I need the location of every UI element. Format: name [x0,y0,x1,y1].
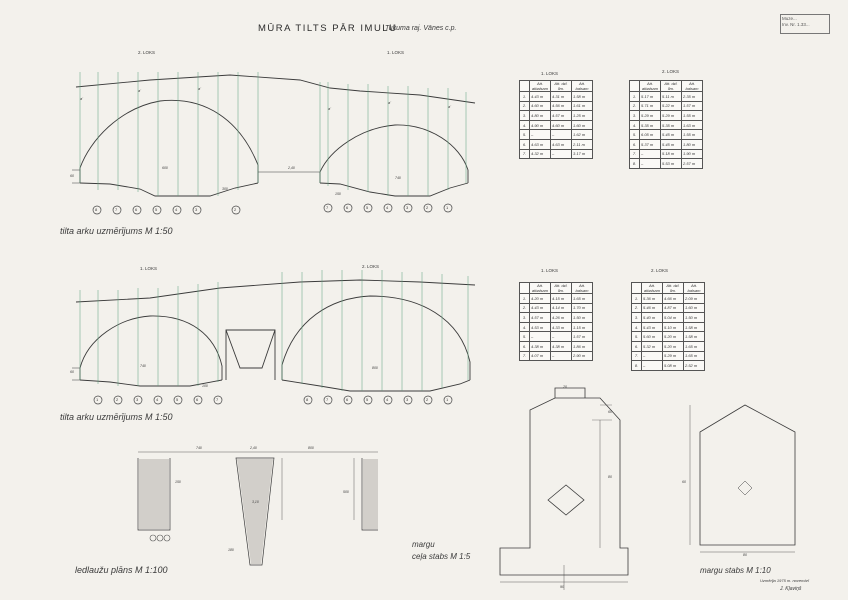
point-number: 7 [326,205,329,210]
dim-label: 90 [560,585,564,589]
table-row: 2. 4.60 m 4.56 m 1.61 m [520,101,593,111]
table-row: 7. – 5.18 m 1.90 m [630,149,703,159]
section-caption: ceļa stabs M 1:5 [412,552,471,561]
section-caption: ledlaužu plāns M 1:100 [75,565,168,575]
arch-intrados [320,125,468,183]
point-number: 4 [386,205,389,210]
table-row: 1. 4.43 m 4.31 m 1.58 m [520,92,593,102]
table-label: 1. LOKS [541,71,559,76]
table-row: 1. 5.17 m 5.11 m 2.35 m [630,92,703,102]
dim-label: 3,10 [252,500,259,504]
arch-label: 2. LOKS [362,264,380,269]
point-number: 8 [95,207,98,212]
table-row: 2. 5.46 m 4.87 m 1.60 m [632,303,705,313]
measurement-table: Att. atbalsam Att. dzī. līm. Att. balsam 1. 4.20 m 4.15 m 1.65 m 2. 4.43 m 4.14 m 1.70 m 3. 4.57 m 4.26 m 1.50 m 4. 4.53 m 4.33 m 1.15 m 5. – – 1.57 m 6. 4.38 m 4.38 m 1.86 m 7. 4.07 m – 2.90 m [519,282,593,361]
post2-outline [700,405,795,545]
table-row: 1. 5.36 m 4.66 m 2.09 m [632,294,705,304]
dim-label: 500 [343,490,349,494]
table-row: 1. 4.20 m 4.15 m 1.65 m [520,294,593,304]
svg-text:a': a' [448,104,451,109]
svg-text:a': a' [198,86,201,91]
svg-text:a': a' [80,96,83,101]
table-label: 1. LOKS [541,268,559,273]
point-number: 6 [346,397,349,402]
dim-label: 740 [395,176,401,180]
point-number: 6 [196,397,199,402]
dim-label: 300 [222,187,228,191]
point-number: 3 [195,207,198,212]
table-row: 3. 5.40 m 5.04 m 1.50 m [632,313,705,323]
signature: Uzmērīja 1975 m. novembrī [760,578,809,583]
dim-label: 740 [196,446,202,450]
section-caption: margu stabs M 1:10 [700,566,771,575]
point-number: 5 [155,207,158,212]
table-row: 4. 4.53 m 4.33 m 1.15 m [520,322,593,332]
sheet-location: Tukuma raj. Vānes c.p. [385,25,457,32]
dim-label: 60 [70,174,74,178]
table-row: 3. 5.29 m 5.29 m 1.55 m [630,111,703,121]
point-number: 1 [446,397,449,402]
point-number: 1 [96,397,99,402]
dim-label: 600 [162,166,168,170]
table-row: 5. 6.05 m 5.45 m 1.55 m [630,130,703,140]
point-number: 6 [135,207,138,212]
table-label: 2. LOKS [651,268,669,273]
point-number: 4 [386,397,389,402]
table-row: 5. 5.60 m 5.20 m 1.58 m [632,332,705,342]
table-row: 3. 4.80 m 4.57 m 1.25 m [520,111,593,121]
pier [226,330,275,380]
point-number: 7 [115,207,118,212]
dim-label: 150 [335,192,341,196]
dim-label: 60 [70,370,74,374]
point-number: 2 [426,205,429,210]
point-number: 8 [306,397,309,402]
dim-label: 20 [563,385,567,389]
table-row: 8. – 5.53 m 2.57 m [630,159,703,169]
table-row: 8. – 5.08 m 2.52 m [632,361,705,371]
dim-label: 60 [608,410,612,414]
arch-label: 1. LOKS [387,50,405,55]
arch-label: 2. LOKS [138,50,156,55]
sheet-title: MŪRA TILTS PĀR IMULU [258,23,398,34]
section-caption: tilta arku uzmērījums M 1:50 [60,412,173,422]
svg-text:a': a' [138,88,141,93]
table-row: 2. 4.43 m 4.14 m 1.70 m [520,303,593,313]
stamp-line: Inv. Nr. 1.33... [782,22,810,27]
dim-label: 2,40 [288,166,295,170]
table-row: 6. 4.63 m 4.63 m 2.11 m [520,139,593,149]
dim-label: 800 [308,446,314,450]
deck-line [76,280,475,302]
signature: J. Kļaviņš [780,586,802,592]
point-number: 6 [346,205,349,210]
arch-intrados [80,100,258,183]
table-row: 6. 5.32 m 5.20 m 1.65 m [632,341,705,351]
point-number: 7 [326,397,329,402]
section-caption: tilta arku uzmērījums M 1:50 [60,226,173,236]
table-row: 6. 5.37 m 5.45 m 1.80 m [630,139,703,149]
measurement-table: Att. atbalsam Att. dzī. līm. Att. balsam 1. 5.17 m 5.11 m 2.35 m 2. 5.71 m 5.22 m 1.57 m 3. 5.29 m 5.29 m 1.55 m 4. 5.35 m 5.35 m 1.63 m 5. 6.05 m 5.45 m 1.55 m 6. 5.37 m 5.45 m 1.80 m 7. – 5.18 m 1.90 m 8. – 5.53 m 2.57 m [629,80,703,169]
table-row: 4. 5.35 m 5.35 m 1.63 m [630,120,703,130]
table-row: 5. – – 1.57 m [520,332,593,342]
table-row: 7. – 5.29 m 1.65 m [632,351,705,361]
table-row: 4. 4.90 m 4.60 m 1.60 m [520,120,593,130]
arch-label: 1. LOKS [140,266,158,271]
section-caption: margu [412,540,435,549]
table-row: 7. 4.07 m – 2.90 m [520,351,593,361]
point-number: 5 [366,397,369,402]
dim-label: 180 [228,548,234,552]
svg-text:a': a' [328,106,331,111]
post-ornament [548,485,584,515]
dim-label: 2,40 [250,446,257,450]
svg-text:a': a' [388,100,391,105]
stamp-line: Muze... [782,16,797,21]
point-number: 7 [216,397,219,402]
arch-intrados [80,316,222,380]
point-number: 2 [426,397,429,402]
point-number: 1 [446,205,449,210]
point-number: 3 [136,397,139,402]
table-row: 2. 5.71 m 5.22 m 1.57 m [630,101,703,111]
dim-label: 80 [743,553,747,557]
dim-label: 60 [682,480,686,484]
point-number: 3 [406,397,409,402]
point-number: 4 [175,207,178,212]
table-row: 4. 5.43 m 5.10 m 1.58 m [632,322,705,332]
point-number: 4 [156,397,159,402]
dim-label: 80 [608,475,612,479]
point-number: 2 [234,207,237,212]
table-row: 3. 4.57 m 4.26 m 1.50 m [520,313,593,323]
dim-label: 150 [175,480,181,484]
point-number: 5 [366,205,369,210]
point-number: 2 [116,397,119,402]
measurement-table: Att. atbalsam Att. dzī. līm. Att. balsam 1. 5.36 m 4.66 m 2.09 m 2. 5.46 m 4.87 m 1.60 m 3. 5.40 m 5.04 m 1.50 m 4. 5.43 m 5.10 m 1.58 m 5. 5.60 m 5.20 m 1.58 m 6. 5.32 m 5.20 m 1.65 m 7. – 5.29 m 1.65 m 8. – 5.08 m 2.52 m [631,282,705,371]
dim-label: 800 [372,366,378,370]
dim-label: 740 [140,364,146,368]
deck-line [76,75,475,103]
table-row: 6. 4.38 m 4.38 m 1.86 m [520,341,593,351]
measurement-table: Att. atbalsam Att. dzī. līm. Att. balsam 1. 4.43 m 4.31 m 1.58 m 2. 4.60 m 4.56 m 1.61 m 3. 4.80 m 4.57 m 1.25 m 4. 4.90 m 4.60 m 1.60 m 5. – – 1.62 m 6. 4.63 m 4.63 m 2.11 m 7. 4.32 m – 3.17 m [519,80,593,159]
table-row: 7. 4.32 m – 3.17 m [520,149,593,159]
table-label: 2. LOKS [662,69,680,74]
table-row: 5. – – 1.62 m [520,130,593,140]
point-number: 5 [176,397,179,402]
point-number: 3 [406,205,409,210]
dim-label: 100 [202,384,208,388]
